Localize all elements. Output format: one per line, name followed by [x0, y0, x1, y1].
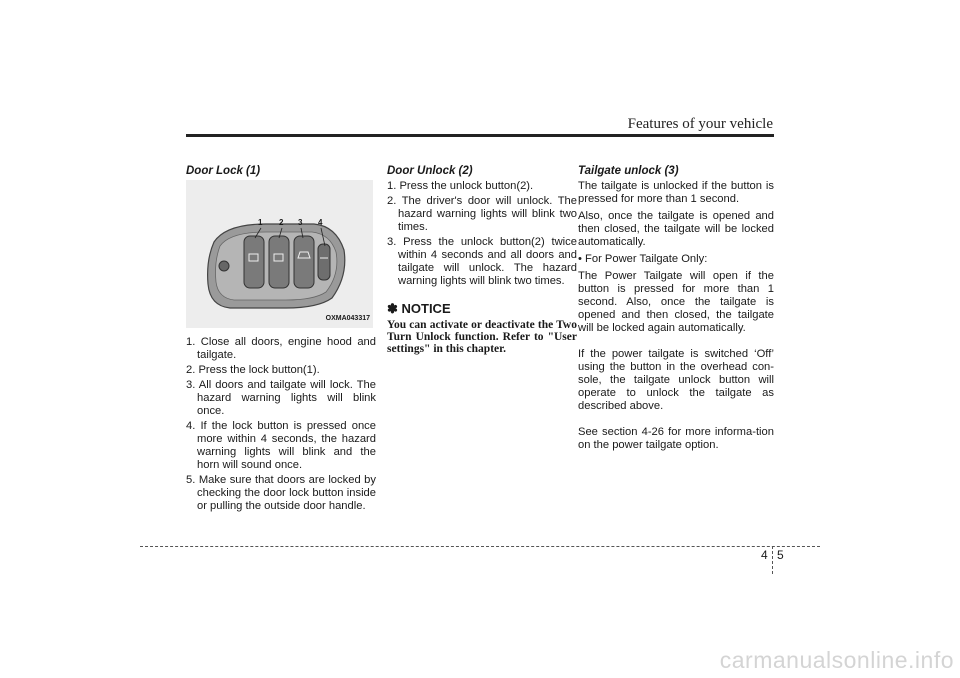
key-fob-figure — [186, 180, 373, 328]
list-item: 1. Press the unlock button(2). — [387, 180, 534, 192]
list-item: 3. All doors and tailgate will lock. The hazard warning lights will blink once. — [186, 379, 376, 417]
tailgate-paragraph-3: The Power Tailgate will open if the button is pressed for more than 1 second. Also, once the tailgate is opened and then closed, the tailgate will be locked again automatically. — [578, 270, 774, 334]
notice-heading: ✽ NOTICE — [387, 301, 451, 316]
list-item: 1. Close all doors, engine hood and tailgate. — [186, 336, 376, 361]
list-item: 5. Make sure that doors are locked by checking the door lock button inside or pulling the outside door handle. — [186, 474, 376, 512]
page-header-title: Features of your vehicle — [627, 116, 773, 132]
list-item: 2. Press the lock button(1). — [186, 364, 320, 376]
list-item: 2. The driver's door will unlock. The hazard warning lights will blink two times. — [387, 195, 577, 233]
section-heading-door-unlock: Door Unlock (2) — [387, 165, 473, 177]
key-fob-illustration — [186, 180, 373, 328]
figure-label-1: 1 — [258, 218, 263, 227]
watermark: carmanualsonline.info — [719, 647, 954, 673]
figure-code: OXMA043317 — [325, 315, 370, 322]
power-tailgate-bullet: • For Power Tailgate Only: — [578, 253, 708, 265]
door-unlock-steps — [387, 180, 577, 288]
column-door-unlock — [387, 165, 577, 355]
list-item: 3. Press the unlock button(2) twice within 4 seconds and all doors and tailgate will unlock. The hazard warning lights will blink two times. — [387, 236, 577, 287]
section-heading-door-lock: Door Lock (1) — [186, 165, 261, 177]
figure-label-3: 3 — [298, 218, 303, 227]
door-lock-steps — [186, 336, 376, 513]
section-heading-tailgate-unlock: Tailgate unlock (3) — [578, 165, 679, 177]
list-item: 4. If the lock button is pressed once more within 4 seconds, the hazard warning lights will blink and the horn will sound once. — [186, 420, 376, 471]
figure-label-2: 2 — [279, 218, 284, 227]
header-rule — [186, 134, 774, 137]
column-tailgate-unlock — [578, 165, 774, 456]
footer-rule — [140, 546, 820, 547]
tailgate-paragraph-2: Also, once the tailgate is opened and then closed, the tailgate will be locked automatically. — [578, 210, 774, 248]
tailgate-paragraph-1: The tailgate is unlocked if the button is pressed for more than 1 second. — [578, 180, 774, 205]
tailgate-paragraph-4: If the power tailgate is switched ‘Off’ using the button in the overhead con-sole, the tailgate unlock button will operate to unlock the tailgate as described above. — [578, 348, 774, 412]
footer-divider — [772, 546, 773, 574]
page-number: 5 — [777, 548, 784, 562]
tailgate-paragraph-5: See section 4-26 for more informa-tion on the power tailgate option. — [578, 426, 774, 451]
figure-label-4: 4 — [318, 218, 323, 227]
notice-text: You can activate or deactivate the Two Turn Unlock function. Refer to "User settings" in this chapter. — [387, 319, 577, 355]
column-door-lock — [186, 165, 376, 515]
chapter-number: 4 — [761, 548, 768, 562]
